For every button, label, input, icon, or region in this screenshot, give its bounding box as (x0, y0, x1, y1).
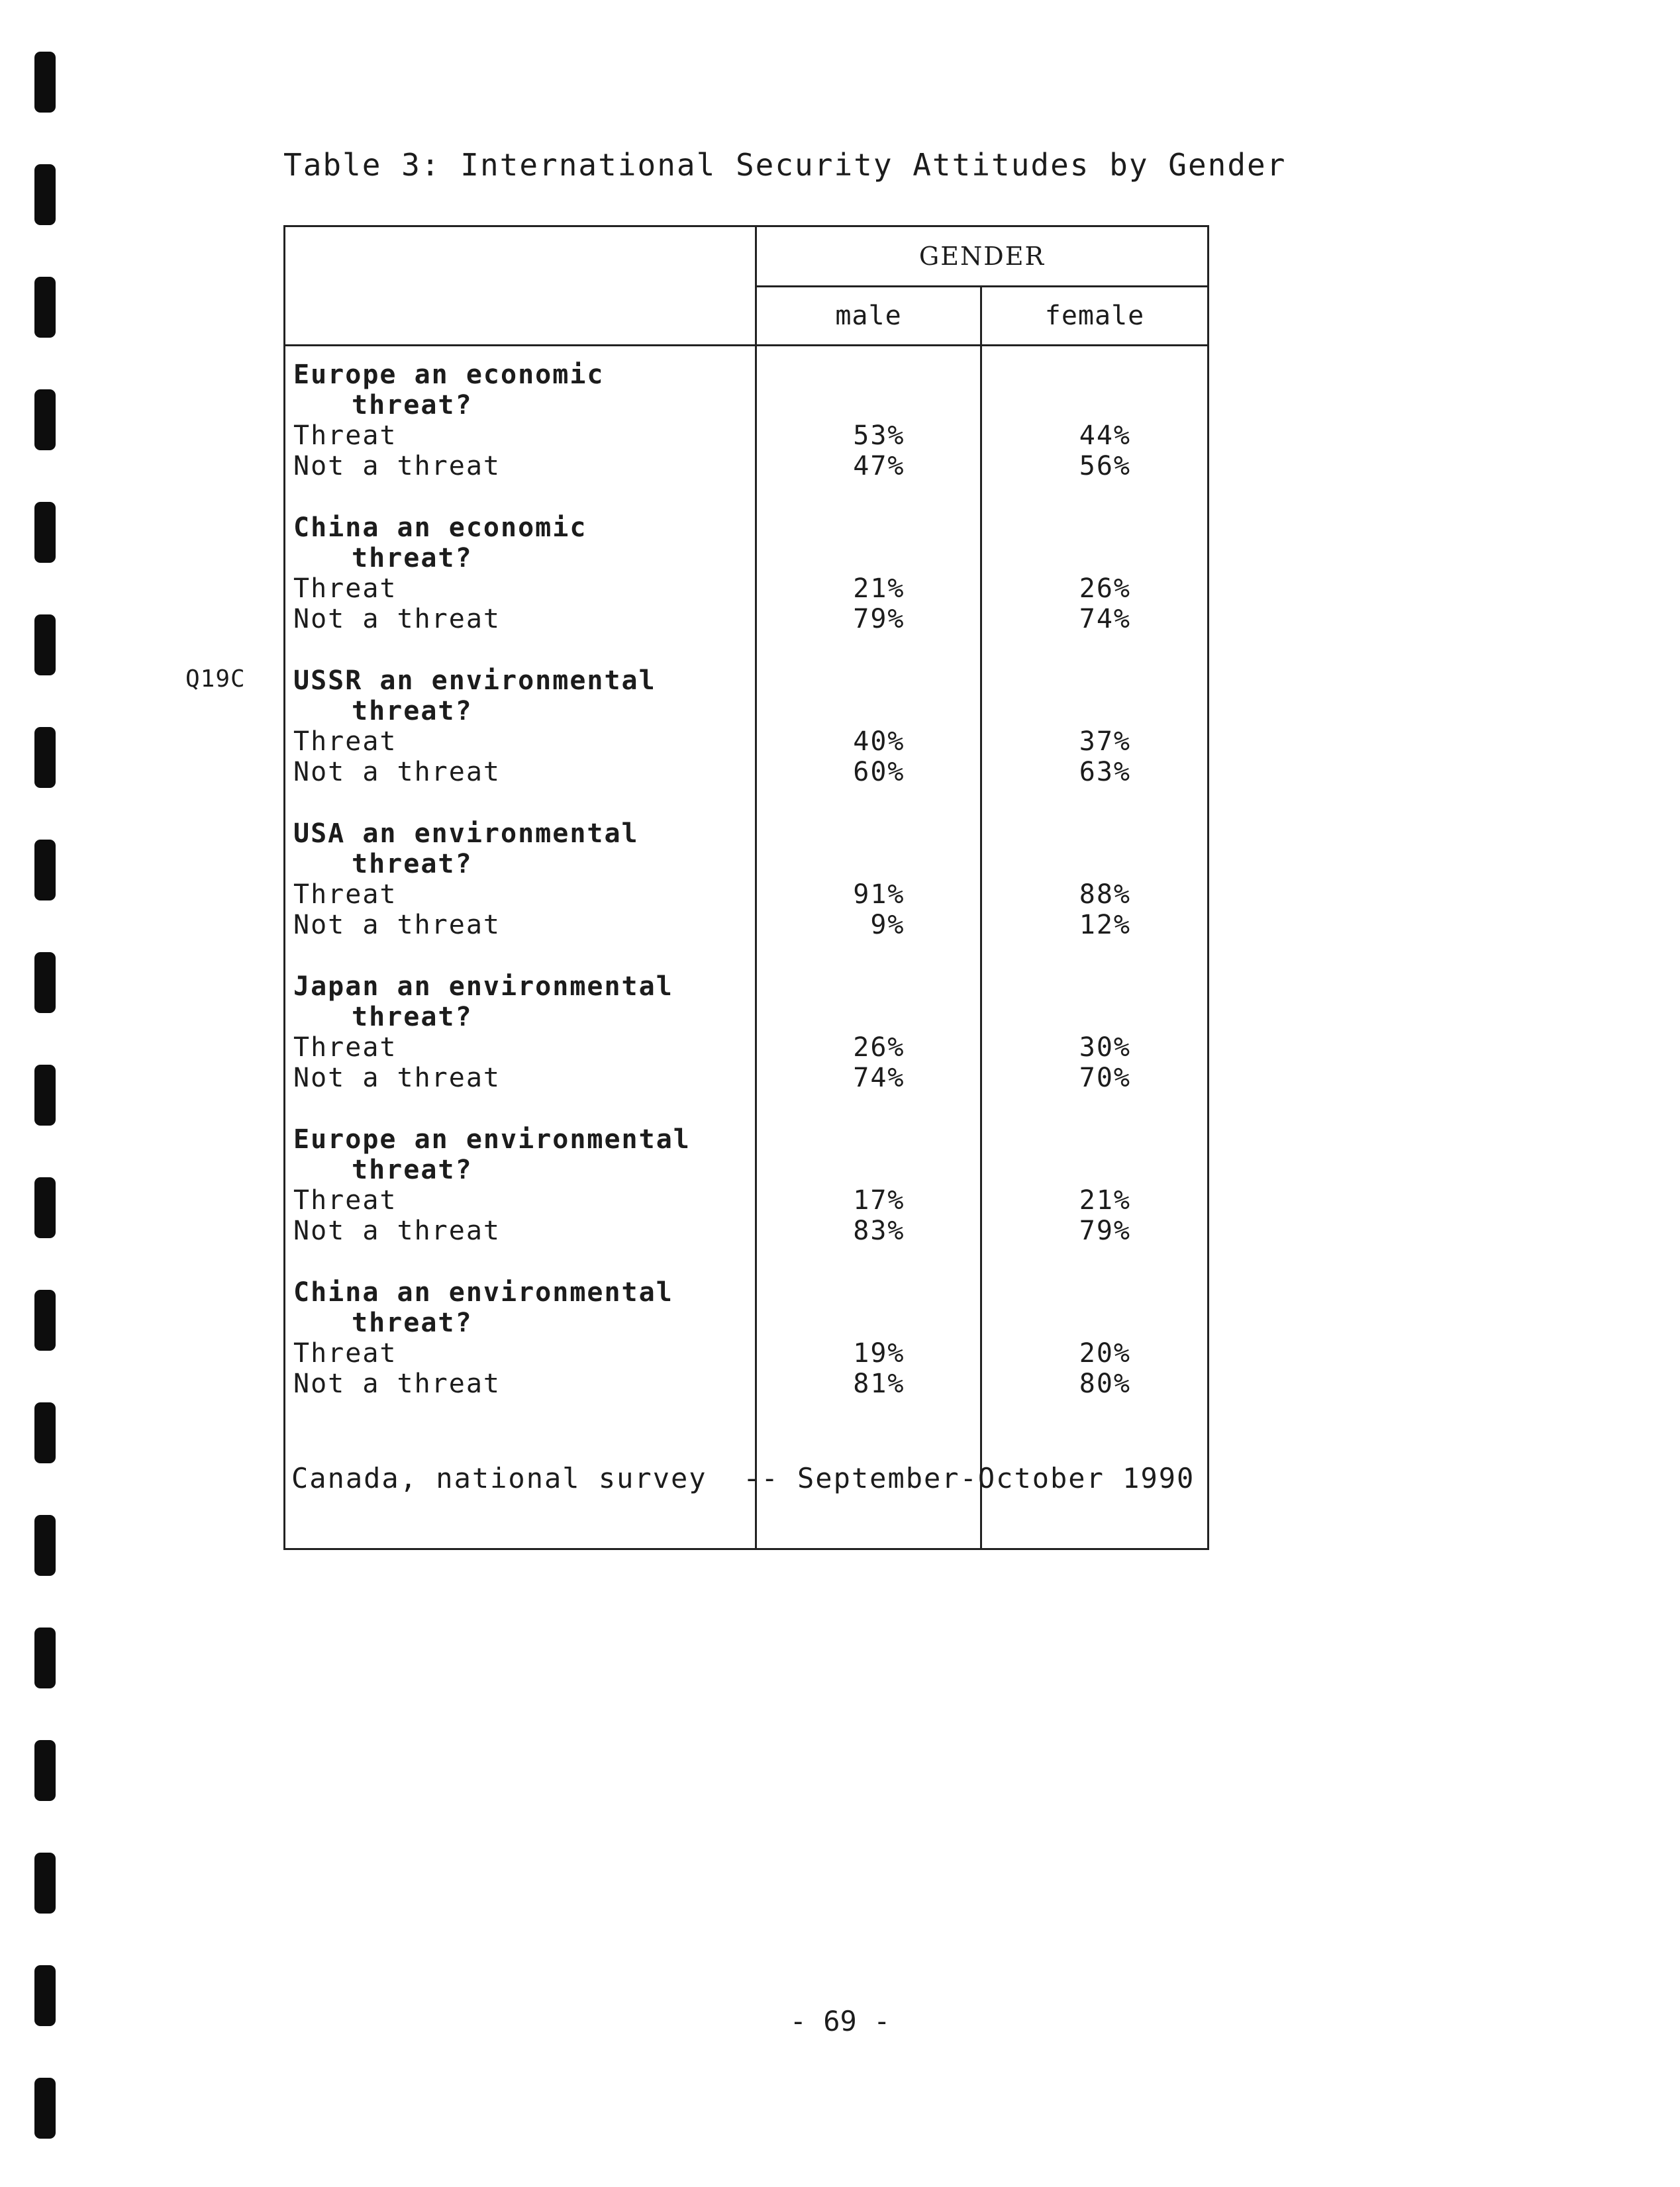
punch-hole (34, 1065, 56, 1126)
male-value: 83% (853, 1216, 905, 1246)
female-value: 63% (1079, 757, 1131, 787)
female-value: 44% (1079, 420, 1131, 451)
punch-hole (34, 1853, 56, 1914)
male-value: 19% (853, 1338, 905, 1369)
male-value: 21% (853, 573, 905, 604)
male-value: 26% (853, 1032, 905, 1063)
response-label: Threat (293, 420, 397, 451)
value-block (757, 665, 980, 818)
male-value: 79% (853, 604, 905, 634)
question-block (293, 971, 755, 1124)
source-note: Canada, national survey -- September-October 1990 (291, 1462, 1195, 1494)
punch-hole (34, 1515, 56, 1576)
question-text-cont: threat? (352, 543, 473, 573)
male-value: 53% (853, 420, 905, 451)
punch-hole (34, 1290, 56, 1351)
page-number: - 69 - (789, 2005, 891, 2037)
question-block (293, 1277, 755, 1430)
question-text-cont: threat? (352, 1155, 473, 1185)
response-label: Threat (293, 726, 397, 757)
page-title: Table 3: International Security Attitudes by Gender (283, 147, 1287, 183)
value-block (757, 971, 980, 1124)
question-code: Q19C (185, 665, 246, 693)
male-column (756, 346, 981, 1549)
value-block (982, 1124, 1207, 1277)
female-value: 26% (1079, 573, 1131, 604)
question-text: USA an environmental (293, 818, 639, 849)
response-label: Threat (293, 1338, 397, 1369)
value-block (757, 1124, 980, 1277)
male-value: 40% (853, 726, 905, 757)
male-value: 91% (853, 879, 905, 910)
male-header: male (756, 287, 981, 346)
male-value: 9% (870, 910, 905, 940)
response-label: Not a threat (293, 604, 501, 634)
male-value: 60% (853, 757, 905, 787)
value-block (982, 665, 1207, 818)
female-value: 12% (1079, 910, 1131, 940)
response-label: Not a threat (293, 910, 501, 940)
header-row (285, 226, 1209, 287)
punch-hole (34, 389, 56, 450)
punch-hole (34, 1628, 56, 1688)
response-label: Not a threat (293, 451, 501, 481)
female-value: 56% (1079, 451, 1131, 481)
question-text: Europe an economic (293, 360, 605, 390)
value-block (982, 971, 1207, 1124)
question-text-cont: threat? (352, 1002, 473, 1032)
response-label: Threat (293, 1032, 397, 1063)
question-text-cont: threat? (352, 696, 473, 726)
question-block (293, 1124, 755, 1277)
female-value: 74% (1079, 604, 1131, 634)
value-block (982, 1277, 1207, 1430)
response-label: Not a threat (293, 757, 501, 787)
question-text: Japan an environmental (293, 971, 673, 1002)
punch-hole (34, 502, 56, 563)
punch-hole (34, 2078, 56, 2139)
value-block (982, 818, 1207, 971)
punch-hole (34, 1402, 56, 1463)
response-label: Not a threat (293, 1216, 501, 1246)
body-row (285, 346, 1209, 1549)
value-block (982, 360, 1207, 512)
question-block (293, 818, 755, 971)
male-value: 47% (853, 451, 905, 481)
punch-hole (34, 952, 56, 1013)
value-block (757, 512, 980, 665)
male-value: 81% (853, 1369, 905, 1399)
question-column (285, 346, 756, 1549)
response-label: Threat (293, 879, 397, 910)
question-text: Europe an environmental (293, 1124, 691, 1155)
question-text: China an environmental (293, 1277, 673, 1308)
punch-hole (34, 727, 56, 788)
value-block (757, 1277, 980, 1430)
female-value: 37% (1079, 726, 1131, 757)
question-text-cont: threat? (352, 390, 473, 420)
punch-hole (34, 277, 56, 338)
response-label: Not a threat (293, 1063, 501, 1093)
empty-corner-cell (285, 226, 756, 346)
value-block (757, 818, 980, 971)
value-block (757, 360, 980, 512)
punch-hole (34, 52, 56, 113)
question-text-cont: threat? (352, 849, 473, 879)
question-block (293, 512, 755, 665)
female-value: 79% (1079, 1216, 1131, 1246)
question-block (293, 665, 755, 818)
gender-header: GENDER (756, 226, 1209, 287)
female-column (981, 346, 1209, 1549)
female-value: 88% (1079, 879, 1131, 910)
female-header: female (981, 287, 1209, 346)
punch-hole (34, 840, 56, 900)
female-value: 21% (1079, 1185, 1131, 1216)
question-block (293, 360, 755, 512)
punch-hole (34, 614, 56, 675)
question-text: USSR an environmental (293, 665, 656, 696)
male-value: 17% (853, 1185, 905, 1216)
response-label: Threat (293, 573, 397, 604)
response-label: Threat (293, 1185, 397, 1216)
female-value: 70% (1079, 1063, 1131, 1093)
response-label: Not a threat (293, 1369, 501, 1399)
gender-table (283, 225, 1209, 1550)
punch-hole (34, 164, 56, 225)
question-text: China an economic (293, 512, 587, 543)
male-value: 74% (853, 1063, 905, 1093)
question-text-cont: threat? (352, 1308, 473, 1338)
punch-hole (34, 1177, 56, 1238)
female-value: 20% (1079, 1338, 1131, 1369)
punch-hole (34, 1740, 56, 1801)
female-value: 80% (1079, 1369, 1131, 1399)
value-block (982, 512, 1207, 665)
female-value: 30% (1079, 1032, 1131, 1063)
